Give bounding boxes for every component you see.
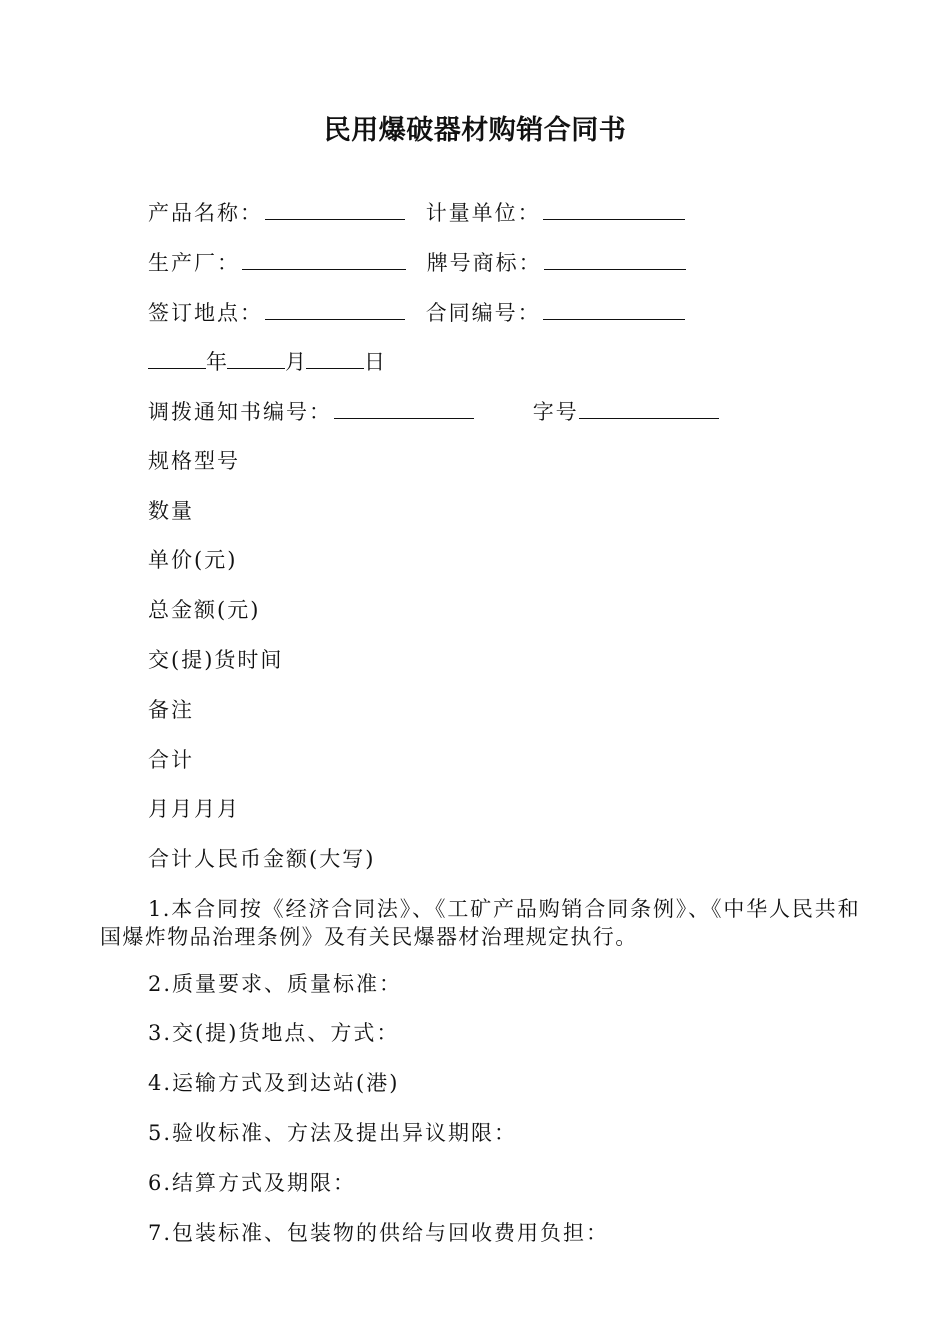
field-row-sign-place: [148, 297, 687, 328]
notice-no-label: 调拨通知书编号：: [148, 400, 332, 424]
label-sum-rmb: 合计人民币金额(大写): [148, 847, 376, 871]
month-label: 月: [285, 350, 306, 374]
brand-blank: [544, 247, 686, 270]
brand-label: 牌号商标：: [426, 251, 542, 275]
clause-7: 7.包装标准、包装物的供给与回收费用负担：: [148, 1221, 610, 1245]
year-blank: [148, 346, 206, 369]
clause-1: 1.本合同按《经济合同法》、《工矿产品购销合同条例》、《中华人民共和国爆炸物品治理条例》及有关民爆器材治理规定执行。: [100, 897, 860, 949]
char-no-label: 字号: [532, 400, 579, 424]
product-name-label: 产品名称：: [148, 201, 263, 225]
label-unit-price: 单价(元): [148, 548, 238, 572]
char-no-blank: [579, 396, 719, 419]
field-row-product: [148, 197, 687, 228]
label-spec-model: 规格型号: [148, 449, 240, 473]
month-blank: [227, 346, 285, 369]
manufacturer-blank: [242, 247, 406, 270]
label-delivery-time: 交(提)货时间: [148, 648, 284, 672]
day-label: 日: [364, 350, 385, 374]
sign-place-label: 签订地点：: [148, 301, 263, 325]
label-total-amount: 总金额(元): [148, 598, 261, 622]
product-name-blank: [265, 197, 405, 220]
label-months: 月月月月: [148, 797, 240, 821]
contract-no-blank: [543, 297, 685, 320]
document-title: 民用爆破器材购销合同书: [323, 115, 627, 146]
sign-place-blank: [265, 297, 405, 320]
field-row-manufacturer: [148, 247, 688, 278]
unit-blank: [543, 197, 685, 220]
label-quantity: 数量: [148, 499, 194, 523]
label-sum: 合计: [148, 748, 194, 772]
clause-4: 4.运输方式及到达站(港): [148, 1071, 400, 1095]
year-label: 年: [206, 350, 227, 374]
unit-label: 计量单位：: [425, 201, 541, 225]
clause-6: 6.结算方式及期限：: [148, 1171, 357, 1195]
manufacturer-label: 生产厂：: [148, 251, 240, 275]
day-blank: [306, 346, 364, 369]
contract-no-label: 合同编号：: [425, 301, 541, 325]
label-remarks: 备注: [148, 698, 194, 722]
field-row-date: [148, 346, 385, 377]
notice-no-blank: [334, 396, 474, 419]
clause-5: 5.验收标准、方法及提出异议期限：: [148, 1121, 518, 1145]
clause-2: 2.质量要求、质量标准：: [148, 972, 403, 996]
clause-3: 3.交(提)货地点、方式：: [148, 1021, 400, 1045]
field-row-notice: [148, 396, 721, 427]
